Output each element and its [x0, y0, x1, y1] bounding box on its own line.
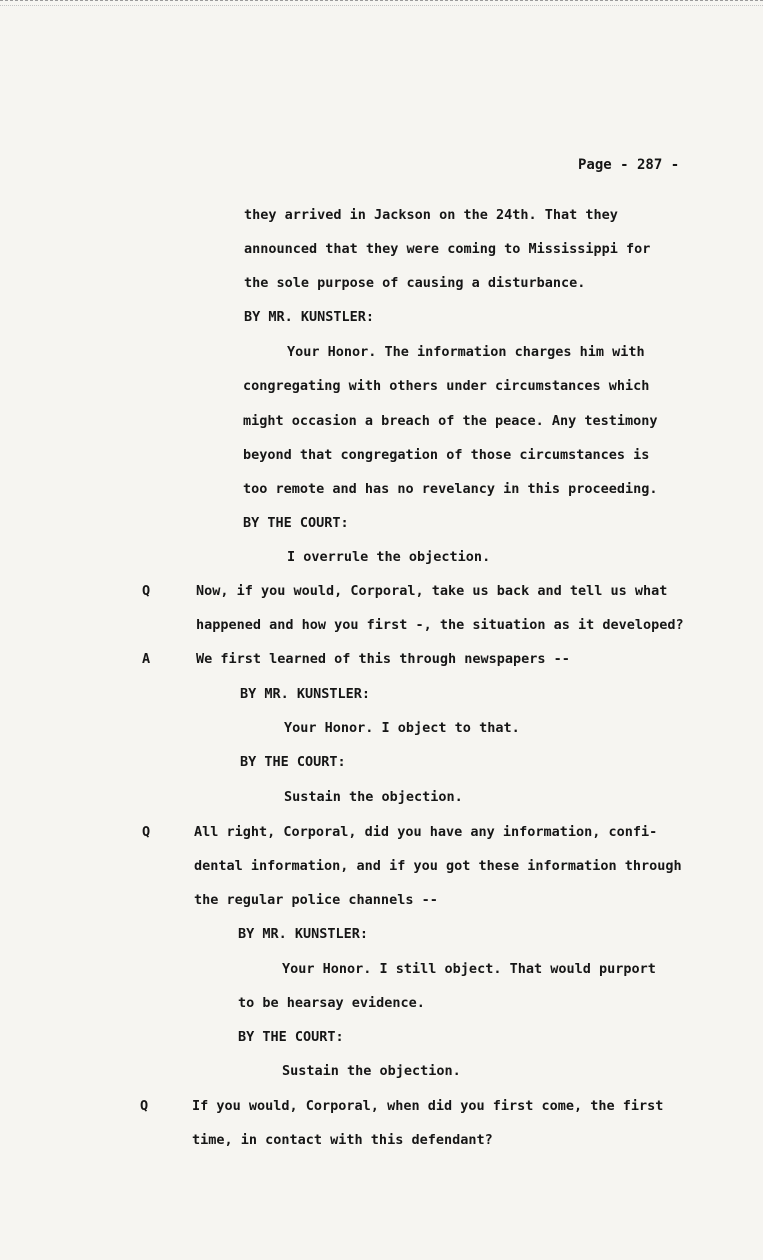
speaker-label: BY MR. KUNSTLER:: [244, 309, 375, 325]
speaker-label: BY THE COURT:: [243, 515, 349, 531]
speaker-label: BY THE COURT:: [238, 1029, 344, 1045]
transcript-line: We first learned of this through newspapers --: [196, 651, 570, 667]
transcript-line: All right, Corporal, did you have any information, confi-: [194, 824, 658, 840]
transcript-line: time, in contact with this defendant?: [192, 1132, 493, 1148]
transcript-line: Sustain the objection.: [284, 789, 463, 805]
question-marker: Q: [140, 1098, 149, 1114]
transcript-line: I overrule the objection.: [287, 549, 491, 565]
transcript-line: dental information, and if you got these information through: [194, 858, 682, 874]
transcript-line: to be hearsay evidence.: [238, 995, 425, 1011]
transcript-line: Your Honor. The information charges him with: [287, 344, 645, 360]
page-top-edge: [0, 0, 763, 6]
transcript-line: congregating with others under circumstances which: [243, 378, 650, 394]
transcript-line: too remote and has no revelancy in this proceeding.: [243, 481, 658, 497]
page-number-header: Page - 287 -: [578, 157, 680, 173]
question-marker: Q: [142, 824, 151, 840]
transcript-line: the regular police channels --: [194, 892, 438, 908]
transcript-line: Now, if you would, Corporal, take us back and tell us what: [196, 583, 668, 599]
transcript-line: announced that they were coming to Mississippi for: [244, 241, 651, 257]
transcript-line: Sustain the objection.: [282, 1063, 461, 1079]
speaker-label: BY MR. KUNSTLER:: [240, 686, 371, 702]
transcript-line: happened and how you first -, the situation as it developed?: [196, 617, 684, 633]
speaker-label: BY MR. KUNSTLER:: [238, 926, 369, 942]
transcript-line: the sole purpose of causing a disturbance.: [244, 275, 586, 291]
transcript-line: might occasion a breach of the peace. Any testimony: [243, 413, 658, 429]
transcript-line: they arrived in Jackson on the 24th. That they: [244, 207, 618, 223]
speaker-label: BY THE COURT:: [240, 754, 346, 770]
transcript-line: If you would, Corporal, when did you first come, the first: [192, 1098, 664, 1114]
transcript-line: Your Honor. I still object. That would purport: [282, 961, 656, 977]
answer-marker: A: [142, 651, 151, 667]
transcript-line: beyond that congregation of those circumstances is: [243, 447, 650, 463]
transcript-line: Your Honor. I object to that.: [284, 720, 520, 736]
question-marker: Q: [142, 583, 151, 599]
